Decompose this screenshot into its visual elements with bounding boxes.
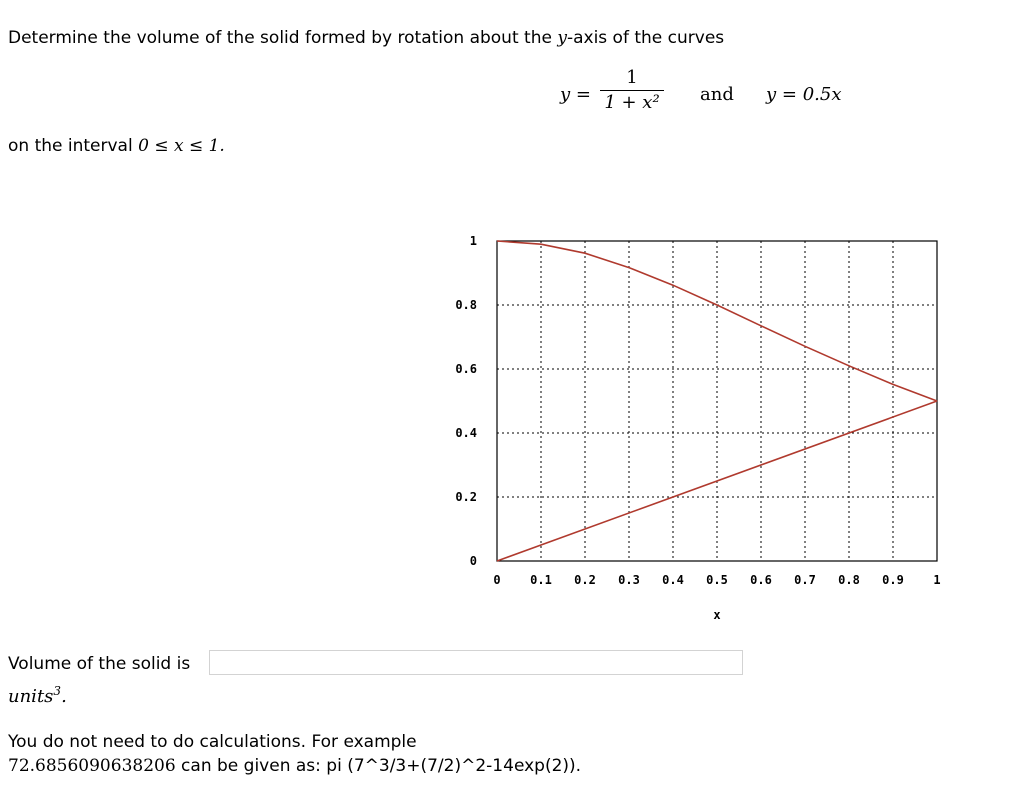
curves-chart	[430, 220, 970, 640]
units-exponent: 3	[53, 684, 62, 698]
curve1-fraction	[600, 66, 664, 115]
x-tick-label: 0.8	[838, 573, 860, 587]
interval-math: 0 ≤ x ≤ 1.	[138, 136, 225, 156]
interval-statement	[8, 136, 225, 156]
x-tick-label: 0.4	[662, 573, 684, 587]
x-tick-label: 0.3	[618, 573, 640, 587]
and-word: and	[700, 84, 734, 105]
chart-grid	[497, 241, 937, 561]
x-tick-label: 0.1	[530, 573, 552, 587]
y-tick-label: 0.8	[455, 298, 477, 312]
chart-labels	[455, 234, 940, 622]
y-tick-label: 0.4	[455, 426, 477, 440]
y-tick-label: 0.2	[455, 490, 477, 504]
x-axis-label: x	[713, 608, 721, 622]
units-text: units	[8, 686, 54, 707]
x-tick-label: 0.9	[882, 573, 904, 587]
curve1-denominator: 1 + x²	[604, 92, 660, 113]
y-tick-label: 1	[469, 234, 477, 248]
curve-formulas	[560, 66, 860, 126]
x-tick-label: 0.2	[574, 573, 596, 587]
units-label	[8, 684, 67, 707]
x-tick-label: 0	[493, 573, 501, 587]
volume-answer-input[interactable]	[209, 650, 743, 675]
x-tick-label: 0.5	[706, 573, 728, 587]
hint-example-text: can be given as: pi (7^3/3+(7/2)^2-14exp(2)).	[175, 756, 582, 776]
x-tick-label: 1	[933, 573, 941, 587]
hint-line-1: You do not need to do calculations. For example	[8, 732, 417, 752]
curve2-formula: y = 0.5x	[766, 84, 842, 105]
hint-line-2	[8, 756, 581, 776]
curve1-numerator: 1	[600, 66, 664, 91]
problem-intro	[8, 28, 724, 48]
units-tail: .	[61, 686, 67, 707]
y-tick-label: 0	[469, 554, 477, 568]
volume-label: Volume of the solid is	[8, 654, 191, 674]
intro-prefix: Determine the volume of the solid formed by rotation about the	[8, 28, 558, 48]
x-tick-label: 0.6	[750, 573, 772, 587]
y-tick-label: 0.6	[455, 362, 477, 376]
interval-prefix: on the interval	[8, 136, 139, 156]
hint-example-number: 72.6856090638206	[8, 756, 176, 776]
intro-suffix: -axis of the curves	[566, 28, 725, 48]
x-tick-label: 0.7	[794, 573, 816, 587]
curve1-lhs: y =	[560, 84, 591, 105]
intro-variable: y	[557, 28, 567, 48]
